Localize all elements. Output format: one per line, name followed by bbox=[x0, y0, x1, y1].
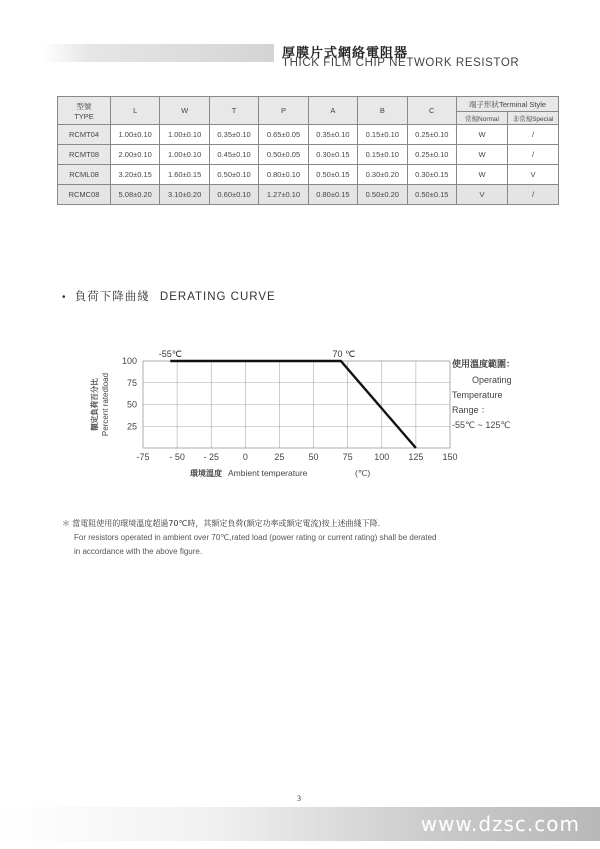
col-header-c: C bbox=[407, 97, 456, 125]
table-row bbox=[58, 145, 559, 165]
operating-label-cn: 使用溫度範圍： bbox=[452, 360, 516, 370]
spec-table bbox=[57, 96, 559, 205]
cell-l: 2.00±0.10 bbox=[111, 145, 160, 165]
terminal-style-en: Terminal Style bbox=[498, 99, 547, 109]
curve-annotation: 70 ℃ bbox=[332, 349, 356, 359]
cell-a: 0.80±0.15 bbox=[308, 185, 357, 205]
x-tick-label: 75 bbox=[342, 452, 353, 462]
cell-b: 0.50±0.20 bbox=[358, 185, 407, 205]
cell-t: 0.50±0.10 bbox=[209, 165, 258, 185]
x-tick-label: 125 bbox=[408, 452, 424, 462]
table-row bbox=[58, 185, 559, 205]
curve-annotation: -55℃ bbox=[158, 349, 182, 359]
cell-c: 0.50±0.15 bbox=[407, 185, 456, 205]
cell-p: 0.65±0.05 bbox=[259, 125, 308, 145]
terminal-style-header bbox=[457, 97, 559, 112]
x-tick-label: - 25 bbox=[203, 452, 219, 462]
operating-range-label bbox=[452, 358, 515, 433]
special-header-en: Special bbox=[532, 115, 554, 123]
model-header-cn: 型號 bbox=[76, 101, 92, 111]
x-axis-unit: (℃) bbox=[355, 468, 371, 478]
note-cn-line bbox=[62, 517, 542, 531]
cell-normal: W bbox=[457, 145, 508, 165]
x-tick-label: 50 bbox=[308, 452, 319, 462]
normal-header-cn: 常規 bbox=[465, 114, 479, 123]
col-header-p: P bbox=[259, 97, 308, 125]
derating-chart bbox=[60, 340, 460, 490]
cell-t: 0.60±0.10 bbox=[209, 185, 258, 205]
col-header-l: L bbox=[111, 97, 160, 125]
cell-c: 0.25±0.10 bbox=[407, 145, 456, 165]
x-axis-label-cn: 環境溫度 bbox=[190, 469, 222, 478]
row-model: RCMT08 bbox=[58, 145, 111, 165]
x-tick-label: 0 bbox=[242, 452, 248, 462]
model-header-en: TYPE bbox=[74, 111, 94, 121]
footer-band bbox=[0, 807, 600, 841]
derating-section-title bbox=[62, 288, 276, 304]
cell-a: 0.35±0.10 bbox=[308, 125, 357, 145]
cell-c: 0.25±0.10 bbox=[407, 125, 456, 145]
cell-l: 3.20±0.15 bbox=[111, 165, 160, 185]
cell-t: 0.45±0.10 bbox=[209, 145, 258, 165]
page-title-en: THICK FILM CHIP NETWORK RESISTOR bbox=[282, 57, 520, 69]
cell-b: 0.30±0.20 bbox=[358, 165, 407, 185]
cell-special: / bbox=[508, 125, 559, 145]
row-model: RCMC08 bbox=[58, 185, 111, 205]
table-row bbox=[58, 125, 559, 145]
cell-p: 0.80±0.10 bbox=[259, 165, 308, 185]
cell-t: 0.35±0.10 bbox=[209, 125, 258, 145]
cell-a: 0.50±0.15 bbox=[308, 165, 357, 185]
cell-special: V bbox=[508, 165, 559, 185]
y-tick-label: 75 bbox=[126, 377, 137, 388]
terminal-style-cn: 端子形狀 bbox=[468, 99, 499, 109]
bullet-icon: • bbox=[62, 292, 67, 303]
derating-title-cn: 負荷下降曲綫 bbox=[74, 289, 150, 303]
x-axis-label-en: Ambient temperature bbox=[228, 468, 308, 478]
page-title-cn: 厚膜片式網絡電阻器 bbox=[282, 46, 409, 61]
cell-l: 5.08±0.20 bbox=[111, 185, 160, 205]
operating-range-value: -55℃ ~ 125℃ bbox=[452, 420, 511, 430]
page-number: 3 bbox=[297, 794, 301, 803]
special-header-cn: 非常規 bbox=[512, 114, 533, 123]
derating-note bbox=[62, 517, 542, 559]
cell-w: 3.10±0.20 bbox=[160, 185, 209, 205]
row-model: RCML08 bbox=[58, 165, 111, 185]
normal-header-en: Normal bbox=[478, 115, 499, 123]
y-axis-label bbox=[89, 373, 110, 436]
x-tick-label: 100 bbox=[374, 452, 390, 462]
cell-l: 1.00±0.10 bbox=[111, 125, 160, 145]
note-cn-text: 當電阻使用的環境溫度超過70℃時，其額定負荷(額定功率或額定電流)按上述曲綫下降. bbox=[72, 519, 381, 528]
cell-w: 1.60±0.15 bbox=[160, 165, 209, 185]
y-tick-label: 25 bbox=[126, 421, 137, 432]
header-decor-bar bbox=[42, 44, 274, 62]
x-tick-label: 25 bbox=[274, 452, 285, 462]
cell-normal: W bbox=[457, 165, 508, 185]
cell-w: 1.00±0.10 bbox=[160, 125, 209, 145]
x-tick-label: -75 bbox=[136, 452, 150, 462]
x-tick-label: - 50 bbox=[169, 452, 185, 462]
cell-special: / bbox=[508, 145, 559, 165]
cell-p: 1.27±0.10 bbox=[259, 185, 308, 205]
cell-b: 0.15±0.10 bbox=[358, 145, 407, 165]
x-tick-label: 150 bbox=[442, 452, 458, 462]
cell-normal: V bbox=[457, 185, 508, 205]
note-en-line1: For resistors operated in ambient over 70℃,rated load (power rating or current rating) shall be derated bbox=[74, 533, 437, 542]
derating-title-en: DERATING CURVE bbox=[159, 291, 276, 303]
operating-line3: Range ： bbox=[452, 405, 491, 415]
note-en-line2: in accordance with the above figure. bbox=[74, 547, 203, 556]
y-axis-label-en: Percent ratedload bbox=[101, 372, 110, 437]
col-header-t: T bbox=[209, 97, 258, 125]
cell-normal: W bbox=[457, 125, 508, 145]
cell-p: 0.50±0.05 bbox=[259, 145, 308, 165]
special-header bbox=[508, 112, 559, 125]
y-tick-label: 50 bbox=[126, 399, 137, 410]
col-header-b: B bbox=[358, 97, 407, 125]
normal-header bbox=[457, 112, 508, 125]
cell-c: 0.30±0.15 bbox=[407, 165, 456, 185]
cell-special: / bbox=[508, 185, 559, 205]
col-header-w: W bbox=[160, 97, 209, 125]
note-star-icon: ＊ bbox=[62, 519, 70, 528]
y-tick-label: 100 bbox=[121, 356, 137, 366]
row-model: RCMT04 bbox=[58, 125, 111, 145]
cell-a: 0.30±0.15 bbox=[308, 145, 357, 165]
x-axis-label bbox=[189, 468, 308, 478]
col-header-a: A bbox=[308, 97, 357, 125]
watermark-text: www.dzsc.com bbox=[420, 812, 580, 836]
cell-b: 0.15±0.10 bbox=[358, 125, 407, 145]
operating-line1: Operating bbox=[472, 375, 512, 385]
y-axis-label-cn: 額定負荷百分比 bbox=[90, 378, 99, 431]
model-header bbox=[58, 97, 111, 125]
cell-w: 1.00±0.10 bbox=[160, 145, 209, 165]
operating-line2: Temperature bbox=[452, 390, 503, 400]
table-row bbox=[58, 165, 559, 185]
